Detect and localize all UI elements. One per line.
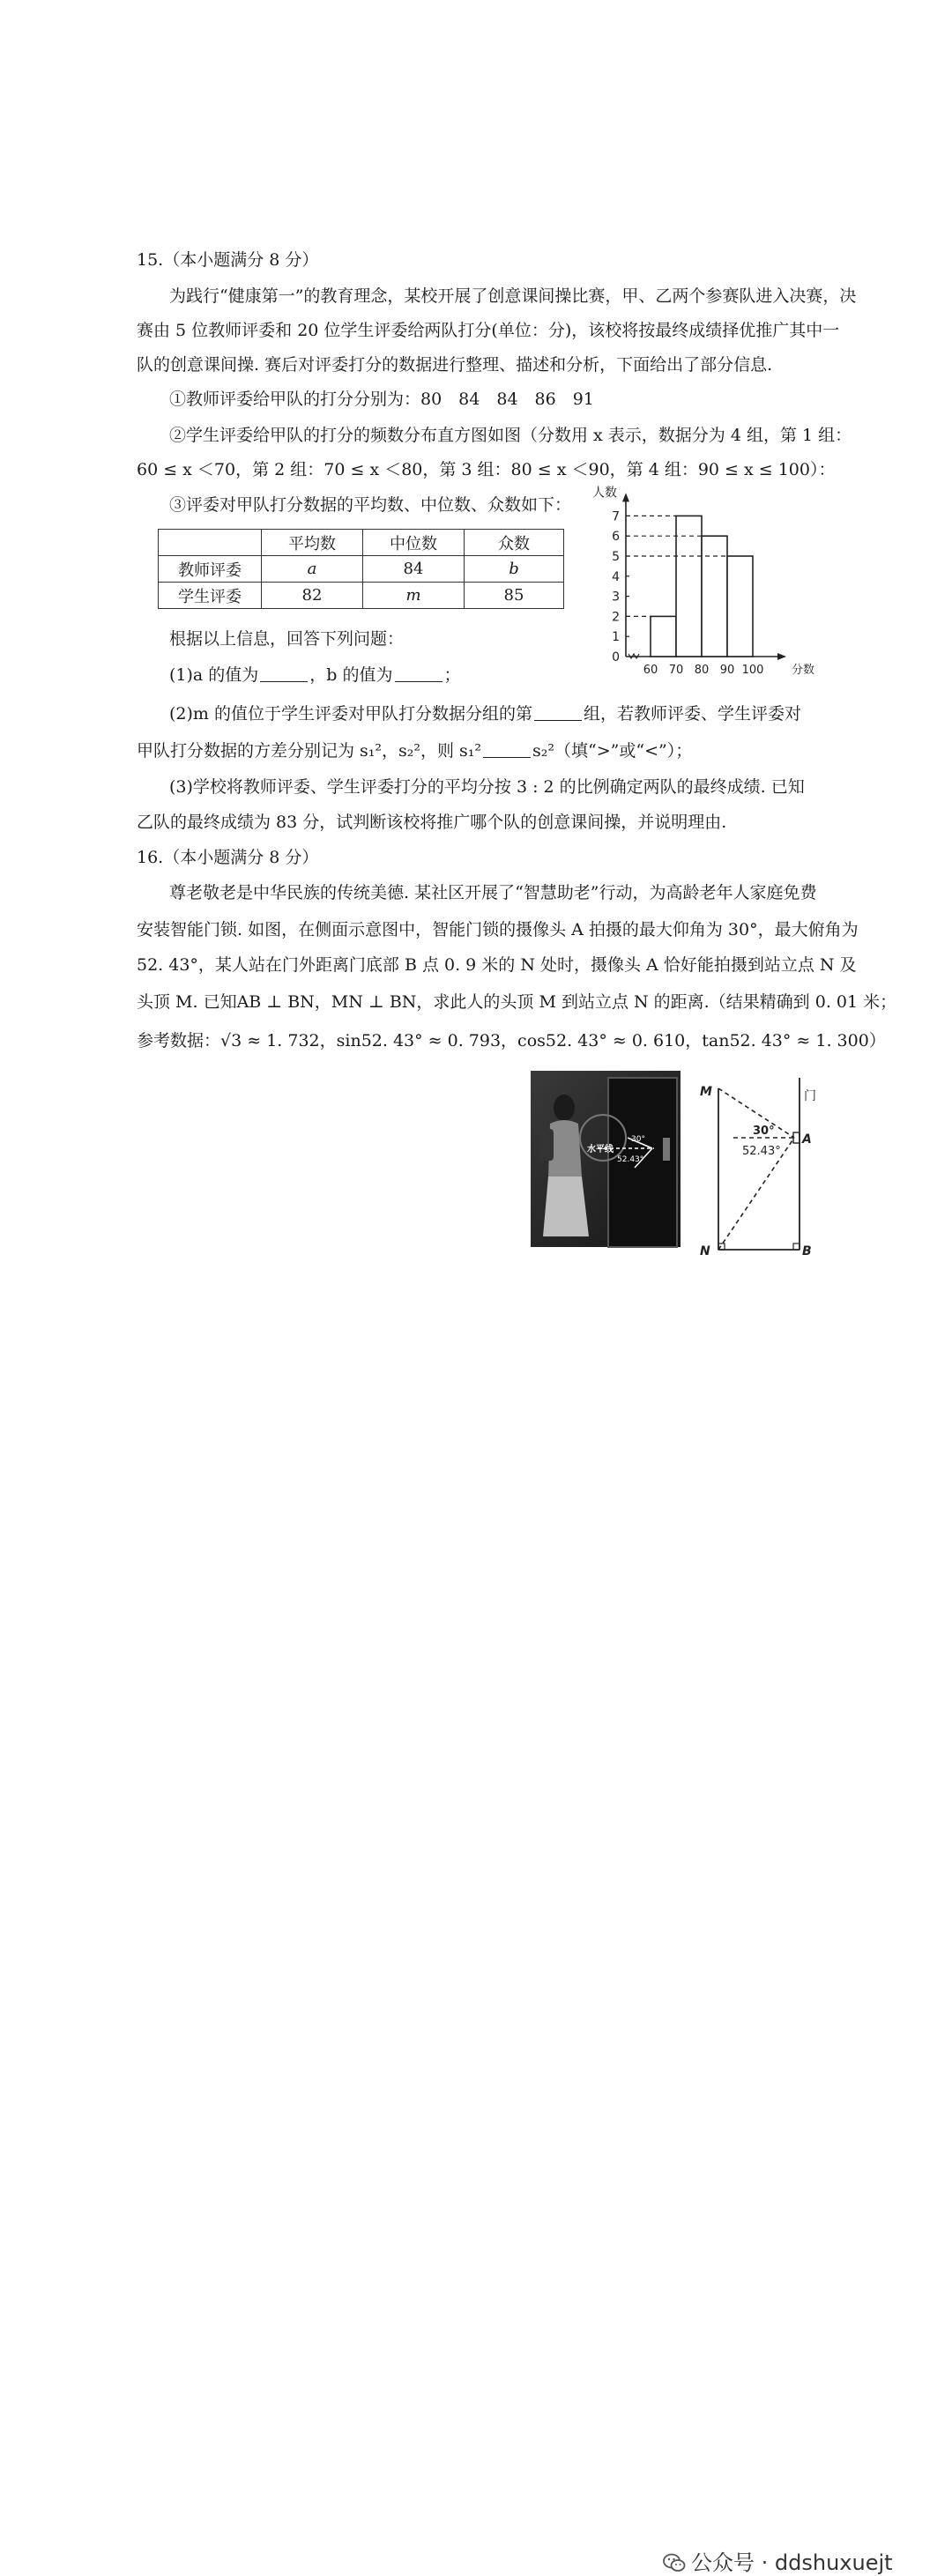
geometry-diagram [696,1071,820,1256]
q15-intro-1: 为践行“健康第一”的教育理念，某校开展了创意课间操比赛，甲、乙两个参赛队进入决赛，决 [169,286,857,306]
wechat-icon [663,2553,686,2572]
x-tick-label: 80 [694,664,710,677]
table-header-cell: 众数 [465,530,564,556]
y-tick-label: 6 [612,530,620,545]
door-lock-photo [531,1071,681,1247]
camera-A [793,1132,800,1143]
table-cell: m [363,583,465,609]
answer-blank-b[interactable] [395,665,443,682]
table-cell: 84 [363,556,465,583]
part-2-text-d: s₂²（填“>”或“<”）； [532,741,693,761]
x-tick-label: 60 [643,664,658,677]
table-header-row [159,530,564,556]
histogram-bar [676,516,702,657]
y-tick-label: 0 [612,650,620,664]
q15-part-2b [137,739,692,762]
table-header-cell: 中位数 [363,530,465,556]
histogram-bar [651,616,676,657]
backpack [539,1129,554,1161]
q16-line-4: 头顶 M. 已知AB ⊥ BN，MN ⊥ BN，求此人的头顶 M 到站立点 N 的距离.（结果精确到 0. 01 米； [137,992,897,1012]
histogram-bar [702,536,727,657]
q15-info-2b: 60 ≤ x ＜70，第 2 组：70 ≤ x ＜80，第 3 组：80 ≤ x ＜90，第 4 组：90 ≤ x ≤ 100）： [137,460,836,479]
label-M: M [700,1085,712,1099]
photo-angle-up: 30° [631,1135,645,1144]
q16-heading: 16.（本小题满分 8 分） [137,848,319,867]
q15-intro-2: 赛由 5 位教师评委和 20 位学生评委给两队打分(单位：分)，该校将按最终成绩择优推广其中一 [137,321,840,340]
answer-blank-compare[interactable] [483,741,531,758]
angle-up-label: 30° [753,1125,775,1138]
x-tick-label: 90 [719,664,735,677]
histogram-chart [582,486,815,685]
right-angle-B [793,1243,800,1250]
q15-intro-3: 队的创意课间操. 赛后对评委打分的数据进行整理、描述和分析，下面给出了部分信息. [137,355,773,375]
y-tick-label: 5 [612,550,620,564]
table-cell: 85 [465,583,564,609]
table-cell: a [262,556,363,583]
table-cell: b [465,556,564,583]
q16-line-3: 52. 43°，某人站在门外距离门底部 B 点 0. 9 米的 N 处时，摄像头 A 恰好能拍摄到站立点 N 及 [137,955,857,975]
table-header-cell [159,530,262,556]
angle-down-label: 52.43° [742,1145,781,1158]
q16-line-2: 安装智能门锁. 如图，在侧面示意图中，智能门锁的摄像头 A 拍摄的最大仰角为 30°，最大俯角为 [137,920,859,939]
q15-heading: 15.（本小题满分 8 分） [137,250,319,270]
x-tick-label: 100 [741,664,764,677]
label-A: A [802,1132,812,1147]
q15-info-1: ①教师评委给甲队的打分分别为：80 84 84 86 91 [169,390,594,409]
answer-blank-a[interactable] [260,665,308,682]
person-skirt [543,1177,589,1236]
part-2-text-a: (2)m 的值位于学生评委对甲队打分数据分组的第 [169,704,532,724]
q16-line-1: 尊老敬老是中华民族的传统美德. 某社区开展了“智慧助老”行动，为高龄老年人家庭免费 [169,883,817,902]
label-B: B [802,1244,812,1258]
table-cell: 82 [262,583,363,609]
wechat-watermark [663,2545,893,2576]
q15-part-3b: 乙队的最终成绩为 83 分，试判断该校将推广哪个队的创意课间操，并说明理由. [137,813,727,832]
y-tick-label: 2 [612,610,620,625]
q15-part-2a [169,702,801,725]
y-axis-arrow [622,493,629,501]
part-1-number: (1) [169,665,193,685]
photo-angle-down: 52.43° [617,1155,644,1164]
part-1-text-c: ； [443,665,461,685]
y-axis-label: 人数 [592,486,617,501]
label-N: N [700,1244,710,1258]
q15-ask: 根据以上信息，回答下列问题： [169,629,405,649]
table-cell: 教师评委 [159,556,262,583]
answer-blank-group[interactable] [534,704,582,721]
y-tick-label: 1 [612,630,620,645]
part-1-text-a: a 的值为 [192,665,259,685]
label-door: 门 [804,1089,816,1103]
y-tick-label: 4 [612,569,620,584]
q15-part-3a: (3)学校将教师评委、学生评委打分的平均分按 3 : 2 的比例确定两队的最终成绩. 已知 [169,777,805,797]
table-row [159,556,564,583]
x-axis-label: 分数 [792,664,815,677]
lock-shape [663,1138,670,1161]
watermark-text: 公众号 · ddshuxuejt [691,2550,893,2575]
photo-illustration [531,1071,681,1247]
stats-table [158,529,564,609]
table-header-cell: 平均数 [262,530,363,556]
q15-info-3: ③评委对甲队打分数据的平均数、中位数、众数如下： [169,495,572,515]
q15-part-1 [169,664,461,687]
person-head [554,1095,575,1121]
x-tick-label: 70 [668,664,684,677]
q16-line-5: 参考数据：√3 ≈ 1. 732，sin52. 43° ≈ 0. 793，cos52. 43° ≈ 0. 610，tan52. 43° ≈ 1. 300） [137,1031,886,1050]
part-2-text-b: 组，若教师评委、学生评委对 [583,704,801,724]
table-row [159,583,564,609]
x-axis-arrow [777,653,786,660]
part-1-text-b: ，b 的值为 [309,665,393,685]
q15-info-2a: ②学生评委给甲队的打分的频数分布直方图如图（分数用 x 表示，数据分为 4 组，第 1 组： [169,426,852,445]
photo-label-horizontal: 水平线 [587,1145,614,1154]
footer [0,1260,952,2575]
y-tick-label: 7 [612,509,620,524]
histogram-bar [727,556,753,657]
part-2-text-c: 甲队打分数据的方差分别记为 s₁²，s₂²，则 s₁² [137,741,482,761]
table-cell: 学生评委 [159,583,262,609]
y-tick-label: 3 [612,590,620,605]
